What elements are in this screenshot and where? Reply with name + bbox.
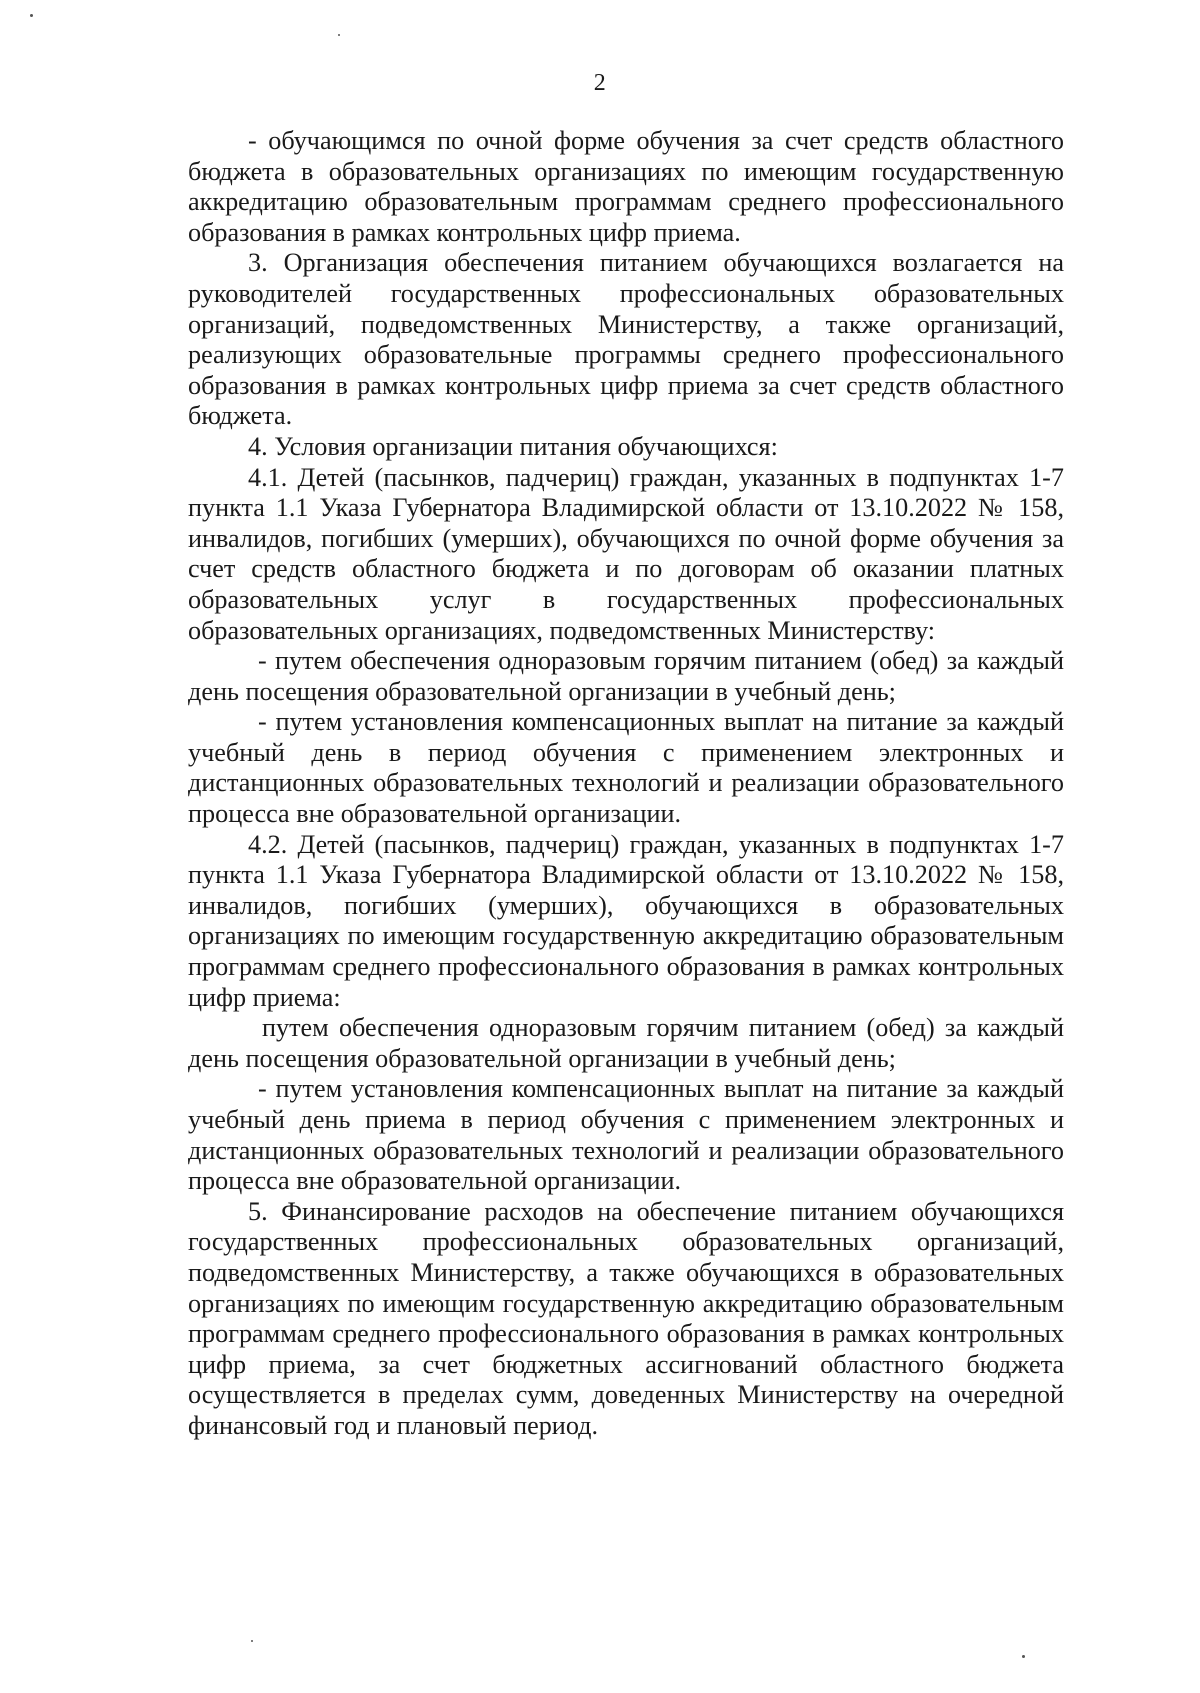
paragraph-4-1: 4.1. Детей (пасынков, падчериц) граждан, указанных в подпунктах 1-7 пункта 1.1 Указа Губернатора Владимирской области от 13.10.2022 № 158, инвалидов, погибших (умерших), обучающихся по очной форме обучения за счет средств областного бюджета и по договорам об оказании платных образовательных услуг в государственных профессиональных образовательных организациях, подведомственных Министерству:	[188, 462, 1064, 645]
scan-speck	[338, 34, 340, 36]
paragraph-4-2: 4.2. Детей (пасынков, падчериц) граждан, указанных в подпунктах 1-7 пункта 1.1 Указа Губернатора Владимирской области от 13.10.2022 № 158, инвалидов, погибших (умерших), обучающихся в образовательных организациях по имеющим государственную аккредитацию образовательным программам среднего профессионального образования в рамках контрольных цифр приема:	[188, 829, 1064, 1012]
paragraph-4-1-bullet-meals: - путем обеспечения одноразовым горячим питанием (обед) за каждый день посещения образовательной организации в учебный день;	[188, 646, 1064, 706]
paragraph-bullet-full-time: - обучающимся по очной форме обучения за счет средств областного бюджета в образовательных организациях по имеющим государственную аккредитацию образовательным программам среднего профессионального образования в рамках контрольных цифр приема.	[188, 126, 1064, 247]
scan-speck	[1022, 1655, 1025, 1658]
page-number: 2	[593, 70, 607, 96]
scan-speck	[30, 14, 33, 17]
paragraph-4-2-bullet-compensation: - путем установления компенсационных выплат на питание за каждый учебный день приема в период обучения с применением электронных и дистанционных образовательных технологий и реализации образовательного процесса вне образовательной организации.	[188, 1074, 1064, 1196]
document-body	[188, 126, 1064, 1442]
paragraph-4-1-bullet-compensation: - путем установления компенсационных выплат на питание за каждый учебный день в период обучения с применением электронных и дистанционных образовательных технологий и реализации образовательного процесса вне образовательной организации.	[188, 707, 1064, 829]
paragraph-5-financing: 5. Финансирование расходов на обеспечение питанием обучающихся государственных профессиональных образовательных организаций, подведомственных Министерству, а также обучающихся в образовательных организациях по имеющим государственную аккредитацию образовательным программам среднего профессионального образования в рамках контрольных цифр приема, за счет бюджетных ассигнований областного бюджета осуществляется в пределах сумм, доведенных Министерству на очередной финансовый год и плановый период.	[188, 1196, 1064, 1440]
paragraph-4-2-meals: путем обеспечения одноразовым горячим питанием (обед) за каждый день посещения образовательной организации в учебный день;	[188, 1013, 1064, 1073]
paragraph-3-organization: 3. Организация обеспечения питанием обучающихся возлагается на руководителей государственных профессиональных образовательных организаций, подведомственных Министерству, а также организаций, реализующих образовательные программы среднего профессионального образования в рамках контрольных цифр приема за счет средств областного бюджета.	[188, 248, 1064, 431]
paragraph-4-conditions: 4. Условия организации питания обучающихся:	[248, 431, 778, 461]
scan-speck	[251, 1640, 253, 1642]
